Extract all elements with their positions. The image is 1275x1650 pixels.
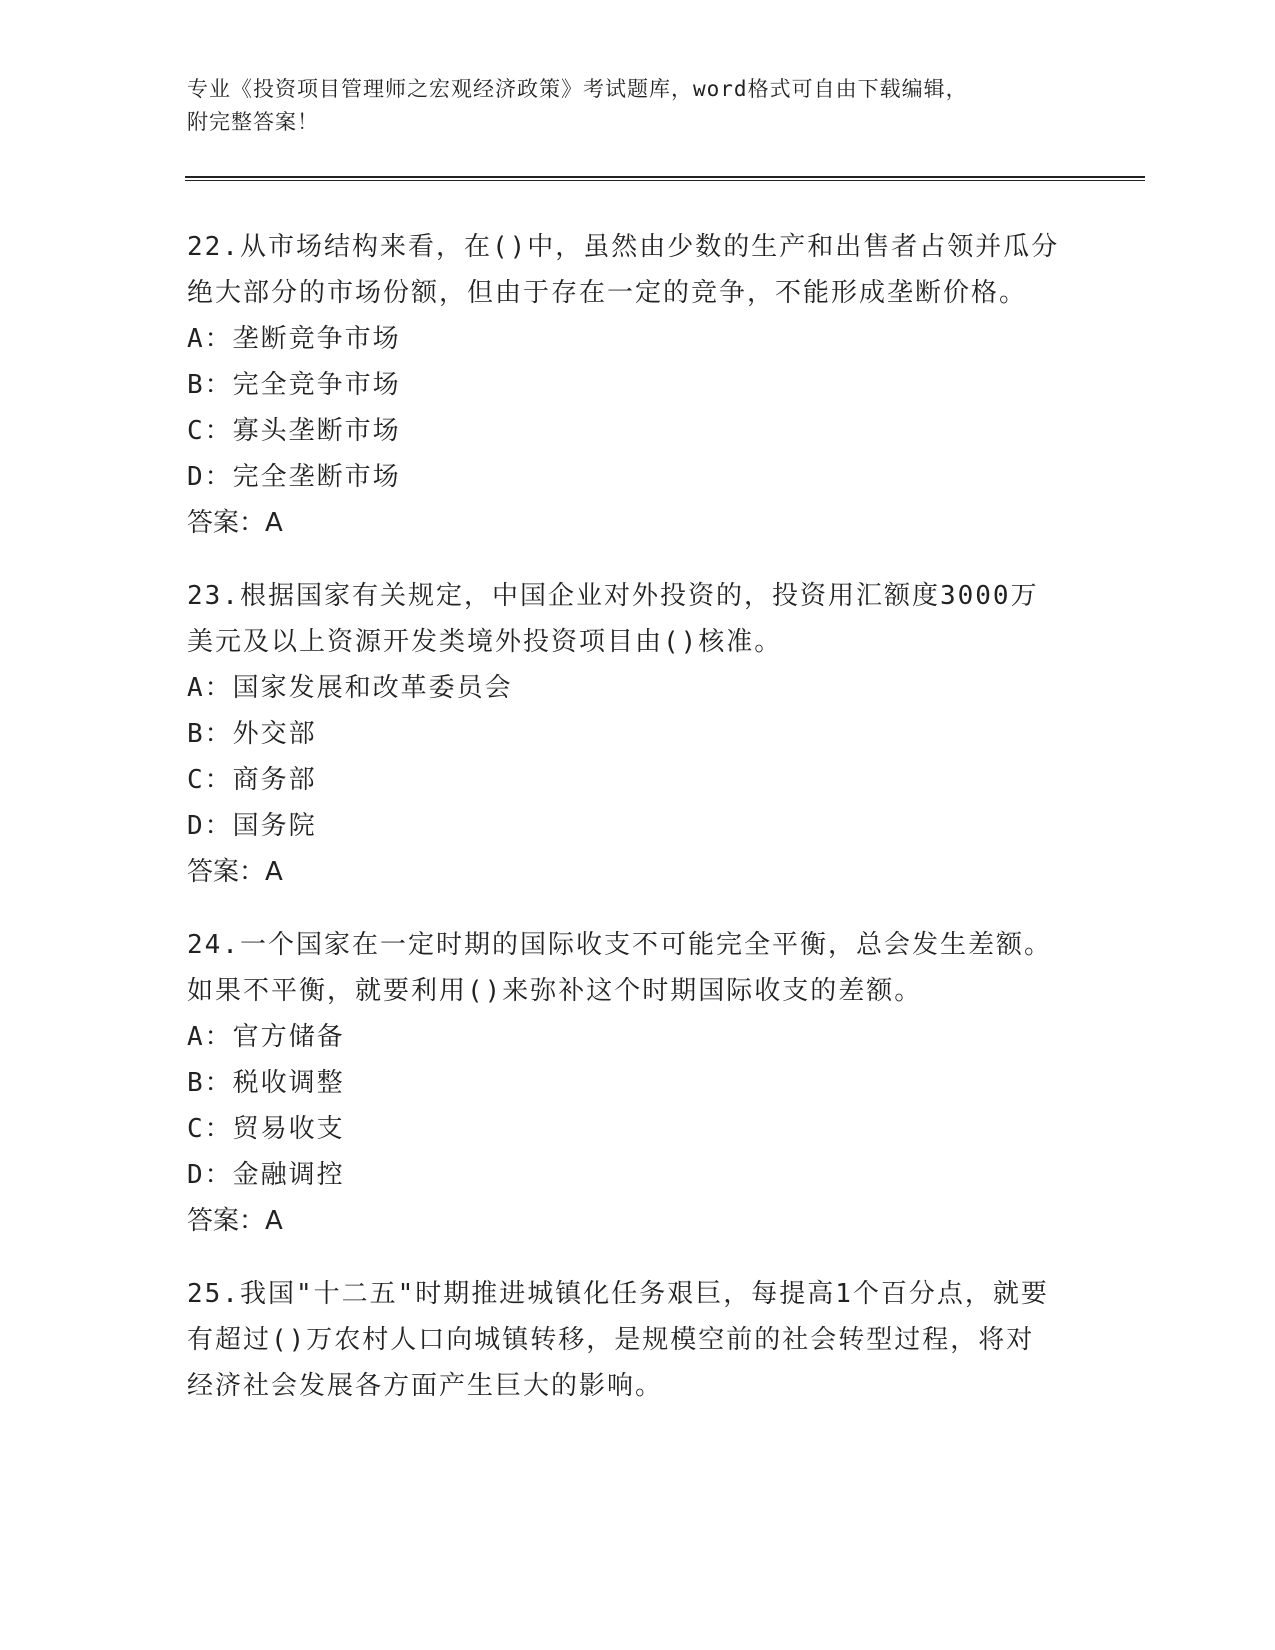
- option-c: C：商务部: [187, 765, 317, 795]
- answer-label: 答案：A: [187, 857, 283, 887]
- option-a: A：垄断竞争市场: [187, 324, 401, 354]
- question-text: 25.我国"十二五"时期推进城镇化任务艰巨，每提高1个百分点，就要: [187, 1279, 1049, 1309]
- header-line-2: 附完整答案！: [187, 110, 319, 134]
- question-22: [187, 224, 1107, 546]
- answer-label: 答案：A: [187, 1206, 283, 1236]
- option-b: B：税收调整: [187, 1068, 345, 1098]
- option-c: C：贸易收支: [187, 1114, 345, 1144]
- header-line-1: 专业《投资项目管理师之宏观经济政策》考试题库，word格式可自由下载编辑，: [187, 77, 968, 101]
- option-b: B：外交部: [187, 719, 317, 749]
- option-c: C：寡头垄断市场: [187, 416, 401, 446]
- option-a: A：官方储备: [187, 1022, 345, 1052]
- question-text: 如果不平衡，就要利用()来弥补这个时期国际收支的差额。: [187, 976, 923, 1006]
- answer-label: 答案：A: [187, 508, 283, 538]
- question-25: [187, 1271, 1107, 1409]
- question-text: 22.从市场结构来看，在()中，虽然由少数的生产和出售者占领并瓜分: [187, 232, 1060, 262]
- question-text: 23.根据国家有关规定，中国企业对外投资的，投资用汇额度3000万: [187, 581, 1039, 611]
- option-a: A：国家发展和改革委员会: [187, 673, 513, 703]
- question-23: [187, 573, 1107, 895]
- question-text: 24.一个国家在一定时期的国际收支不可能完全平衡，总会发生差额。: [187, 930, 1052, 960]
- option-d: D：金融调控: [187, 1160, 345, 1190]
- question-text: 经济社会发展各方面产生巨大的影响。: [187, 1371, 664, 1401]
- option-d: D：国务院: [187, 811, 317, 841]
- document-header: [187, 73, 1087, 139]
- question-text: 绝大部分的市场份额，但由于存在一定的竞争，不能形成垄断价格。: [187, 278, 1028, 308]
- option-b: B：完全竞争市场: [187, 370, 401, 400]
- header-divider: [185, 176, 1145, 181]
- option-d: D：完全垄断市场: [187, 462, 401, 492]
- question-24: [187, 922, 1107, 1244]
- question-text: 美元及以上资源开发类境外投资项目由()核准。: [187, 627, 783, 657]
- question-text: 有超过()万农村人口向城镇转移，是规模空前的社会转型过程，将对: [187, 1325, 1035, 1355]
